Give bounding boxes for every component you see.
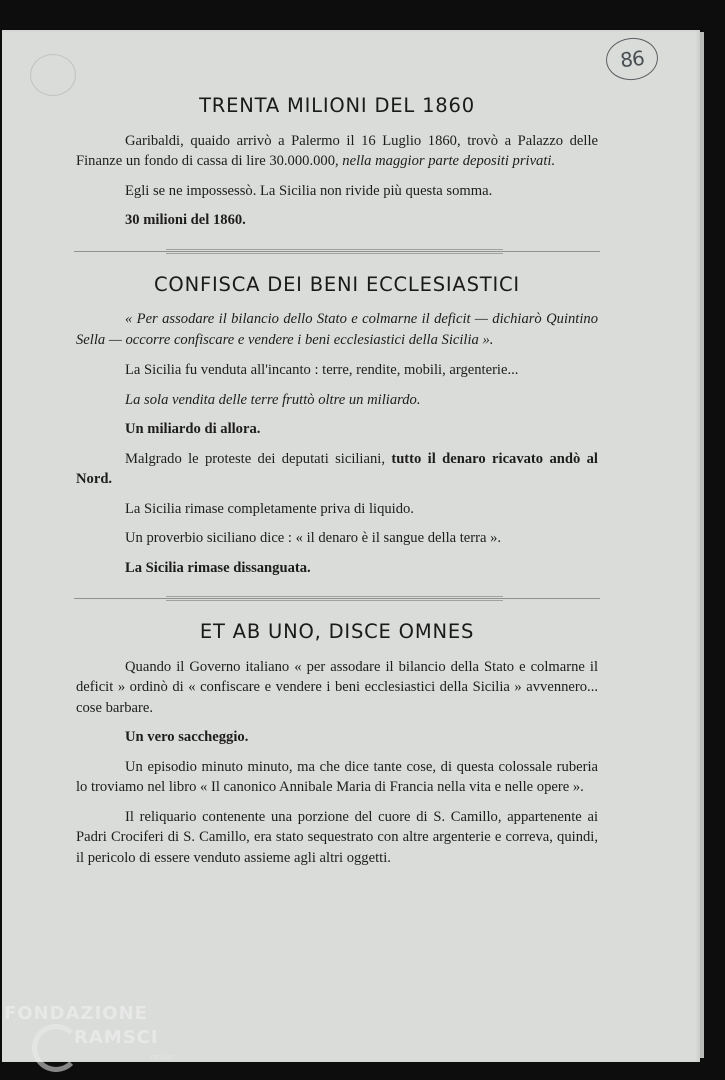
paragraph-text: Garibaldi, quaido arrivò a Palermo il 16 Luglio 1860, trovò a Palazzo delle Finanze un fondo di cassa di lire 30.000.000,	[76, 132, 598, 169]
section-divider	[76, 594, 598, 606]
section-title-confisca: CONFISCA DEI BENI ECCLESIASTICI	[154, 272, 520, 296]
paragraph	[76, 131, 598, 172]
paragraph-bold: La Sicilia rimase dissanguata.	[125, 559, 311, 576]
paragraph: Egli se ne impossessò. La Sicilia non rivide più questa somma.	[125, 182, 493, 199]
fondazione-gramsci-watermark	[4, 1000, 184, 1070]
paragraph: La Sicilia rimase completamente priva di liquido.	[125, 500, 414, 517]
paragraph-bold: tutto il denaro ricavato andò al Nord.	[76, 450, 598, 487]
paragraph-bold: Un miliardo di allora.	[125, 421, 261, 437]
page-edge	[700, 32, 704, 1058]
paragraph-italic: La sola vendita delle terre fruttò oltre un miliardo.	[125, 391, 421, 408]
watermark-line-1: FONDAZIONE	[4, 1003, 148, 1024]
paragraph	[76, 449, 598, 490]
section-divider	[76, 247, 598, 259]
watermark-line-3: onlus	[150, 1053, 175, 1063]
paragraph: Un proverbio siciliano dice : « il denaro è il sangue della terra ».	[125, 530, 502, 546]
faint-stamp-mark	[30, 54, 76, 96]
paragraph: Il reliquario contenente una porzione del cuore di S. Camillo, appartenente ai Padri Crociferi di S. Camillo, era stato sequestrato con altre argenterie e correva, quindi, il pericolo di essere venduto assieme agli altri oggetti.	[76, 808, 598, 866]
paragraph-italic: nella maggior parte depositi privati.	[342, 153, 556, 169]
paragraph-bold: Un vero saccheggio.	[125, 729, 249, 745]
page-number: 86	[604, 35, 660, 82]
paragraph: La Sicilia fu venduta all'incanto : terre, rendite, mobili, argenterie...	[125, 362, 519, 378]
paragraph: Quando il Governo italiano « per assodare il bilancio della Stato e colmarne il deficit » ordinò di « confiscare e vendere i beni ecclesiastici della Sicilia » avvennero... cose barbare.	[76, 658, 598, 716]
section-title-trenta-milioni: TRENTA MILIONI DEL 1860	[199, 94, 475, 117]
paragraph-text: Malgrado le proteste dei deputati siciliani,	[125, 450, 392, 467]
watermark-line-2: RAMSCI	[74, 1027, 159, 1048]
section-title-et-ab-uno: ET AB UNO, DISCE OMNES	[199, 620, 475, 643]
document-content	[76, 96, 598, 868]
paragraph-bold: 30 milioni del 1860.	[125, 212, 246, 228]
watermark-g-icon	[32, 1024, 80, 1072]
quote-paragraph: « Per assodare il bilancio dello Stato e colmarne il deficit — dichiarò Quintino Sella — occorre confiscare e vendere i beni ecclesiastici della Sicilia ».	[76, 311, 598, 348]
paragraph: Un episodio minuto minuto, ma che dice tante cose, di questa colossale ruberia lo troviamo nel libro « Il canonico Annibale Maria di Francia nella vita e nelle opere ».	[76, 758, 598, 795]
